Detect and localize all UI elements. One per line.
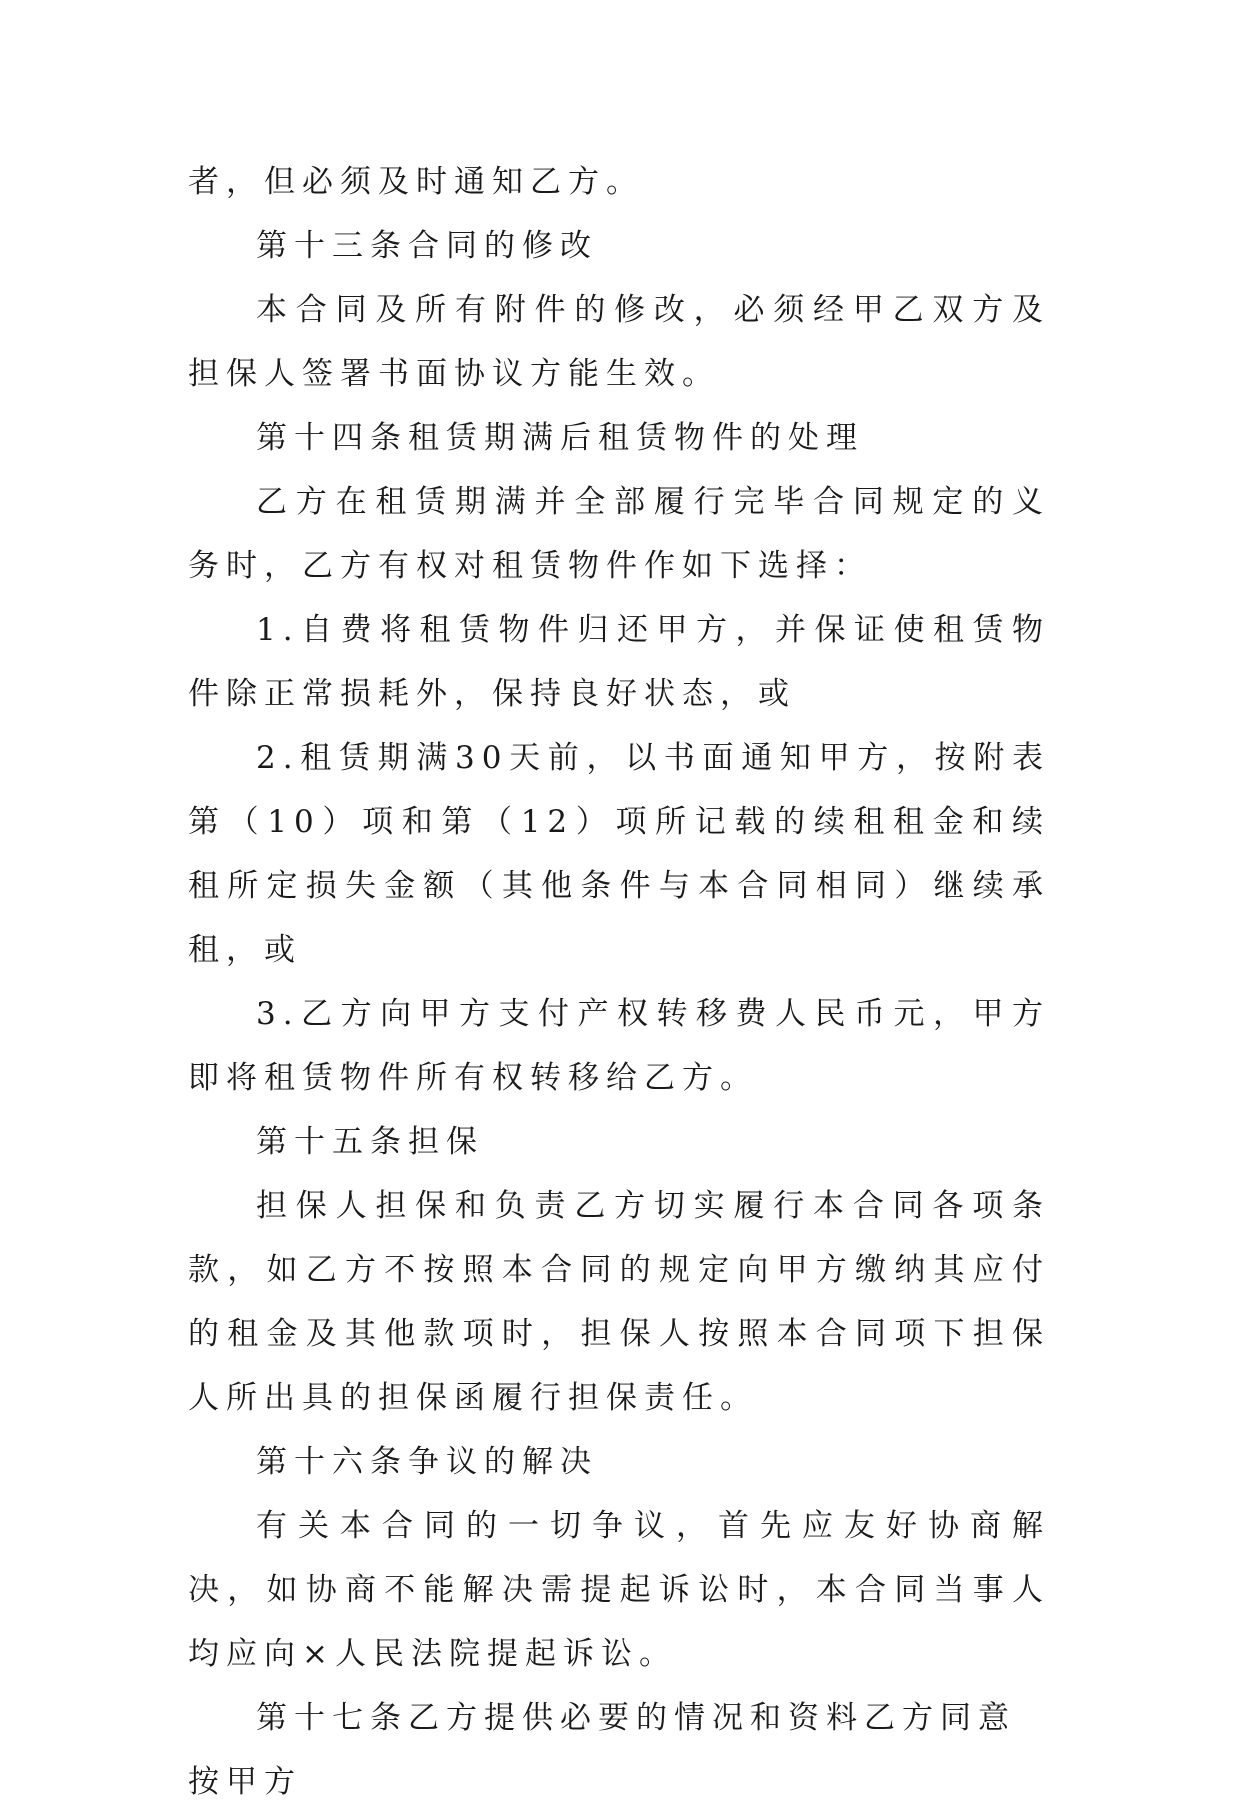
article-13-body: 本合同及所有附件的修改，必须经甲乙双方及担保人签署书面协议方能生效。 <box>188 292 1050 392</box>
article-15-body: 担保人担保和负责乙方切实履行本合同各项条款，如乙方不按照本合同的规定向甲方缴纳其应付的租金及其他款项时，担保人按照本合同项下担保人所出具的担保函履行担保责任。 <box>188 1188 1050 1416</box>
article-14-option-1: 1.自费将租赁物件归还甲方，并保证使租赁物件除正常损耗外，保持良好状态，或 <box>188 612 1050 712</box>
document-body <box>188 150 1050 1814</box>
article-14-body: 乙方在租赁期满并全部履行完毕合同规定的义务时，乙方有权对租赁物件作如下选择： <box>188 484 1050 584</box>
article-14-option-2: 2.租赁期满30天前，以书面通知甲方，按附表第（10）项和第（12）项所记载的续租租金和续租所定损失金额（其他条件与本合同相同）继续承租，或 <box>188 740 1050 968</box>
paragraph-continuation: 者，但必须及时通知乙方。 <box>188 164 644 200</box>
article-17-heading: 第十七条乙方提供必要的情况和资料乙方同意按甲方 <box>188 1700 1016 1800</box>
article-14-option-3: 3.乙方向甲方支付产权转移费人民币元，甲方即将租赁物件所有权转移给乙方。 <box>188 996 1050 1096</box>
article-15-heading: 第十五条担保 <box>256 1124 484 1160</box>
article-16-heading: 第十六条争议的解决 <box>256 1444 598 1480</box>
article-14-heading: 第十四条租赁期满后租赁物件的处理 <box>256 420 864 456</box>
article-13-heading: 第十三条合同的修改 <box>256 228 598 264</box>
article-16-body: 有关本合同的一切争议，首先应友好协商解决，如协商不能解决需提起诉讼时，本合同当事人均应向×人民法院提起诉讼。 <box>188 1508 1050 1672</box>
